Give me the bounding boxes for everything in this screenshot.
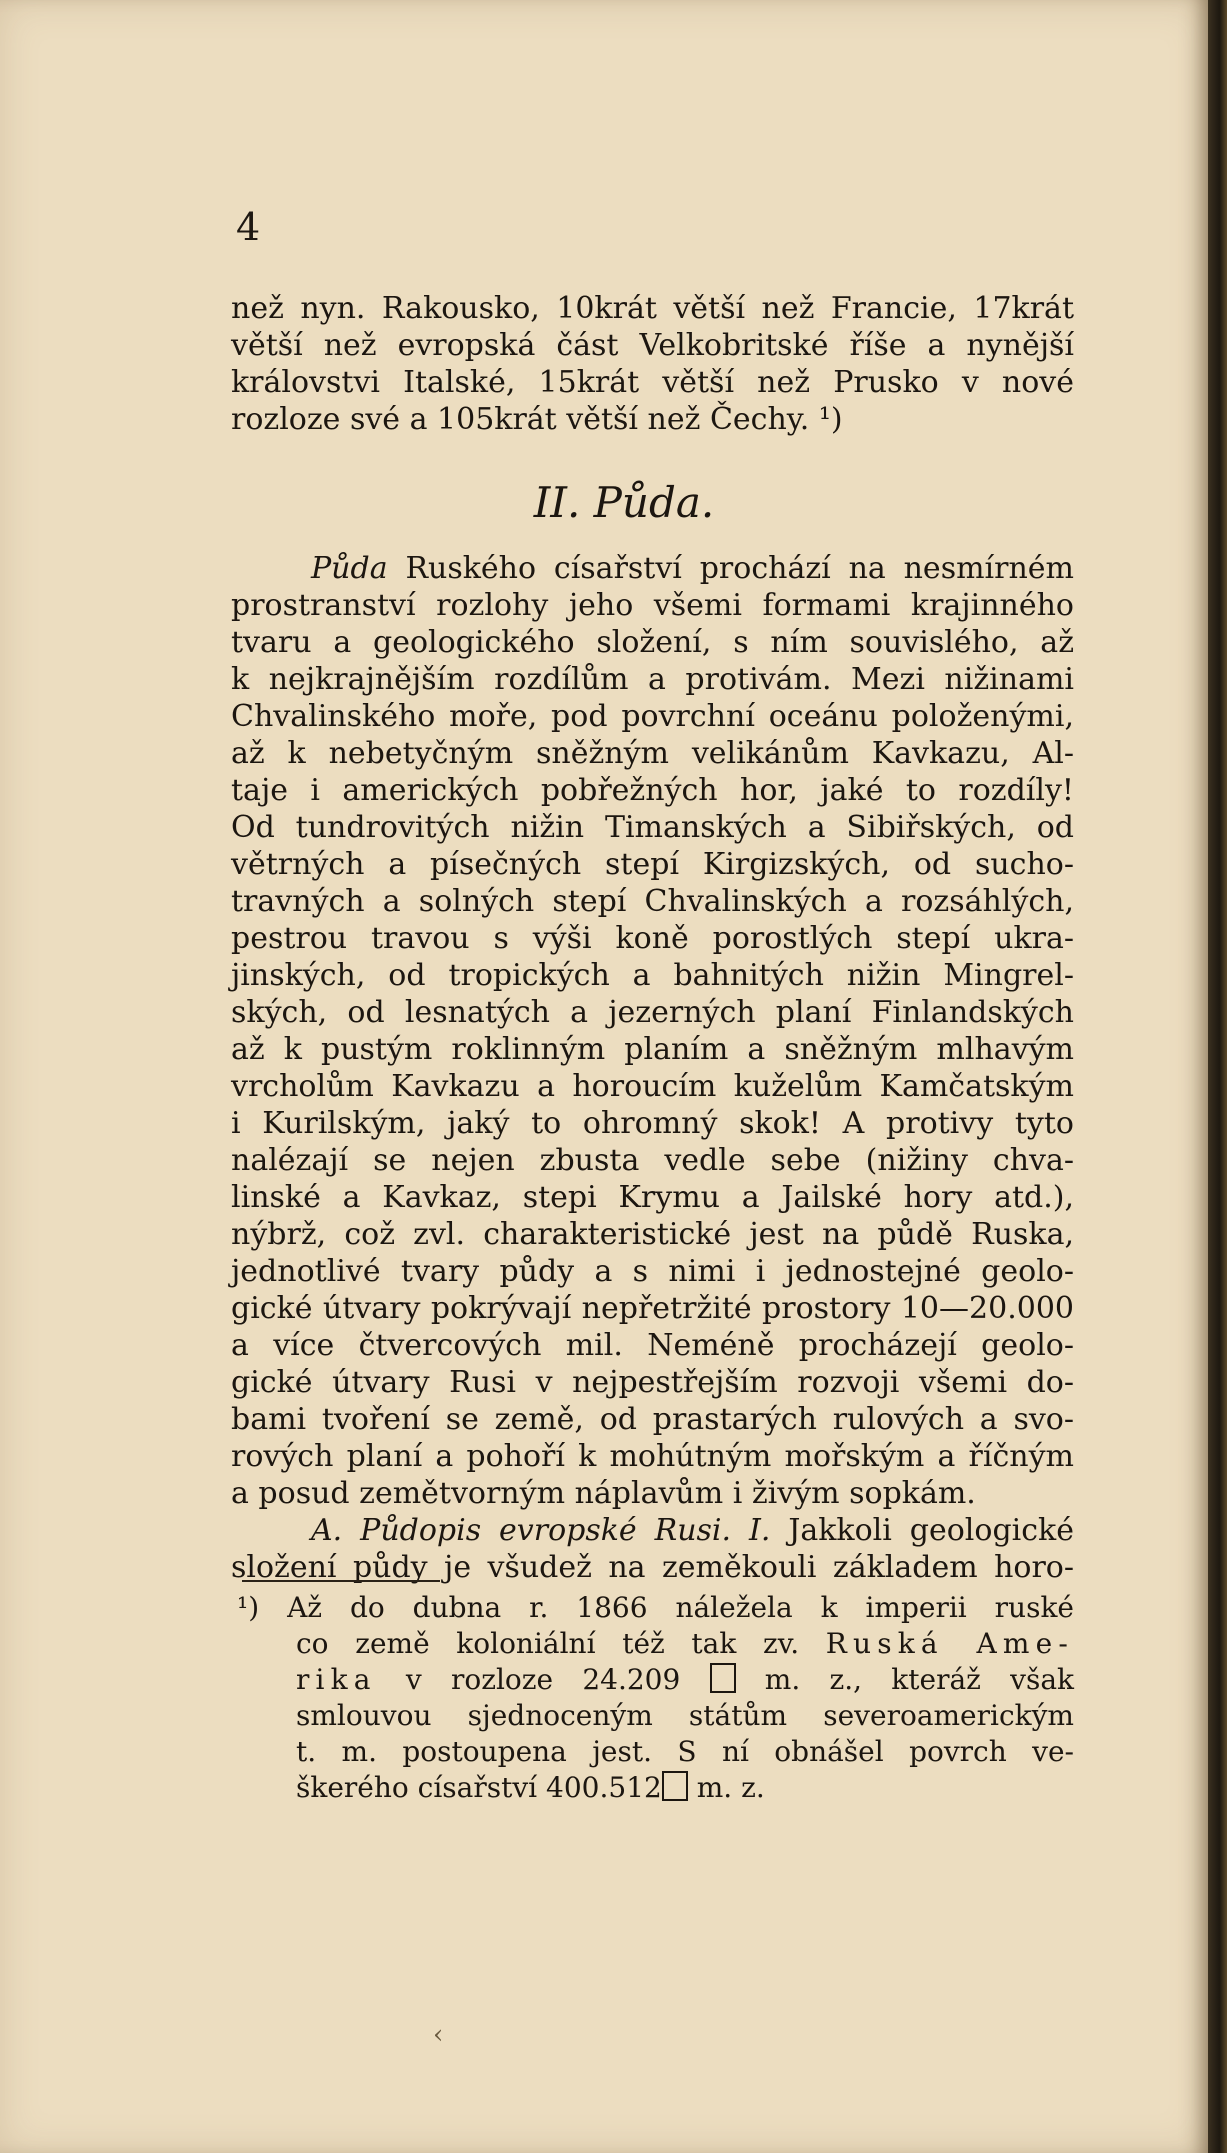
text-run: škerého císařství 400.512 <box>296 1771 662 1804</box>
text-line: Chvalinského moře, pod povrchní oceánu položenými, <box>231 699 1074 734</box>
footnote-line <box>237 1770 1074 1806</box>
text-run: m. z. <box>687 1771 765 1804</box>
text-line: až k pustým roklinným planím a sněžným mlhavým <box>231 1032 1074 1067</box>
text-line: než nyn. Rakousko, 10krát větší než Francie, 17krát <box>231 291 1074 326</box>
margin-mark: ‹ <box>433 2020 444 2050</box>
spaced-term: rika <box>296 1663 377 1696</box>
text-line: gické útvary pokrývají nepřetržité prostory 10—20.000 <box>231 1291 1074 1326</box>
text-line: k nejkrajnějším rozdílům a protivám. Mezi nižinami <box>231 662 1074 697</box>
square-unit-icon <box>710 1663 736 1693</box>
text-line: jinských, od tropických a bahnitých nižin Mingrel- <box>231 958 1074 993</box>
text-line: větší než evropská část Velkobritské říše a nynější <box>231 328 1074 363</box>
footnote-line <box>237 1590 1074 1626</box>
body-paragraph <box>231 550 1074 1586</box>
footnote-marker: ¹) <box>237 1591 260 1624</box>
text-line <box>231 550 1074 587</box>
text-line: rozloze své a 105krát větší než Čechy. ¹) <box>231 402 843 437</box>
text-line: královstvi Italské, 15krát větší než Prusko v nové <box>231 365 1074 400</box>
text-run: Ruského císařství prochází na nesmírném <box>387 551 1074 586</box>
text-line <box>231 1512 1074 1549</box>
footnote-rule <box>242 1580 440 1582</box>
text-run: m. z., kteráž však <box>735 1663 1074 1696</box>
text-line: tvaru a geologického složení, s ním souvislého, až <box>231 625 1074 660</box>
text-line: až k nebetyčným sněžným velikánům Kavkazu, Al- <box>231 736 1074 771</box>
text-line: složení půdy je všudež na zeměkouli základem horo- <box>231 1550 1074 1585</box>
page-number: 4 <box>236 205 261 249</box>
intro-paragraph <box>231 290 1074 438</box>
footnote-line <box>237 1626 1074 1662</box>
spaced-term: Ruská Ame- <box>825 1627 1074 1660</box>
text-line: nalézají se nejen zbusta vedle sebe (nižiny chva- <box>231 1143 1074 1178</box>
text-line: gické útvary Rusi v nejpestřejším rozvoji všemi do- <box>231 1365 1074 1400</box>
text-line: a posud zemětvorným náplavům i živým sopkám. <box>231 1476 976 1511</box>
text-line: jednotlivé tvary půdy a s nimi i jednostejné geolo- <box>231 1254 1074 1289</box>
text-run: Jakkoli geologické <box>770 1513 1074 1548</box>
text-run: co země koloniální též tak zv. <box>296 1627 826 1660</box>
text-line: taje i amerických pobřežných hor, jaké to rozdíly! <box>231 773 1074 808</box>
text-line: pestrou travou s výši koně porostlých stepí ukra- <box>231 921 1074 956</box>
text-line: travných a solných stepí Chvalinských a rozsáhlých, <box>231 884 1074 919</box>
text-line: Od tundrovitých nižin Timanských a Sibiřských, od <box>231 810 1074 845</box>
text-run: Až do dubna r. 1866 náležela k imperii ruské <box>259 1591 1074 1624</box>
text-line: i Kurilským, jaký to ohromný skok! A protivy tyto <box>231 1106 1074 1141</box>
book-edge <box>1208 0 1227 2153</box>
text-line: vrcholům Kavkazu a horoucím kuželům Kamčatským <box>231 1069 1074 1104</box>
text-run: v rozloze 24.209 <box>376 1663 710 1696</box>
text-line: rových planí a pohoří k mohútným mořským a říčným <box>231 1439 1074 1474</box>
footnote-line: t. m. postoupena jest. S ní obnášel povrch ve- <box>296 1735 1074 1768</box>
text-line: nýbrž, což zvl. charakteristické jest na půdě Ruska, <box>231 1217 1074 1252</box>
lead-word: Půda <box>311 551 388 586</box>
subsection-label: A. Půdopis evropské Rusi. I. <box>311 1513 771 1548</box>
footnote <box>237 1590 1074 1806</box>
text-line: linské a Kavkaz, stepi Krymu a Jailské hory atd.), <box>231 1180 1074 1215</box>
text-line: a více čtvercových mil. Neméně procházejí geolo- <box>231 1328 1074 1363</box>
text-line: prostranství rozlohy jeho všemi formami krajinného <box>231 588 1074 623</box>
text-line: větrných a písečných stepí Kirgizských, od sucho- <box>231 847 1074 882</box>
footnote-line <box>237 1662 1074 1698</box>
section-heading: II. Půda. <box>533 478 715 527</box>
text-line: bami tvoření se země, od prastarých rulových a svo- <box>231 1402 1074 1437</box>
footnote-line: smlouvou sjednoceným státům severoamerickým <box>296 1699 1074 1732</box>
square-unit-icon <box>662 1771 688 1801</box>
text-line: ských, od lesnatých a jezerných planí Finlandských <box>231 995 1074 1030</box>
